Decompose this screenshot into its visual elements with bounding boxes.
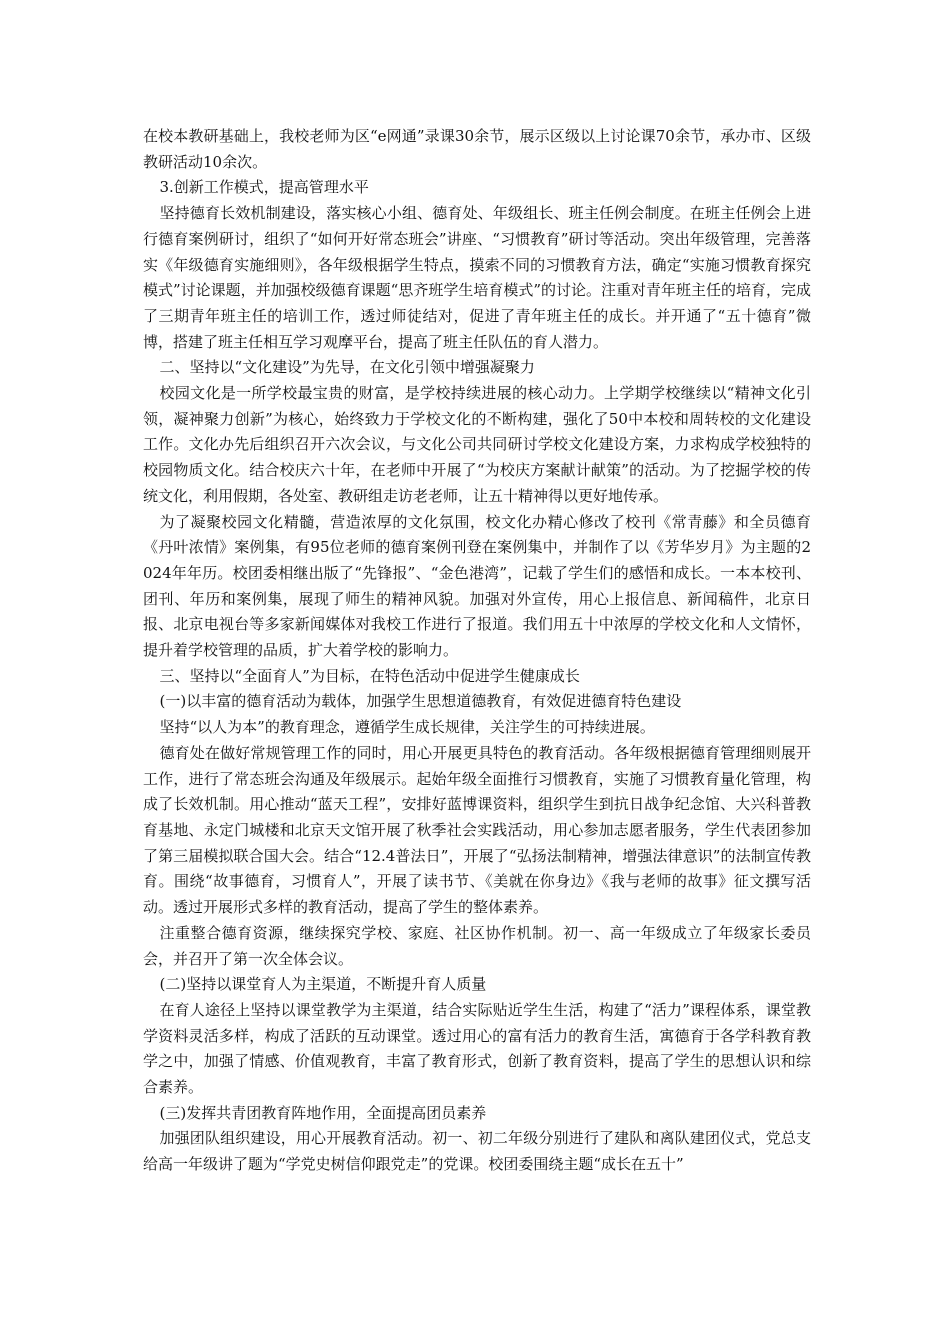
paragraph: 注重整合德育资源，继续探究学校、家庭、社区协作机制。初一、高一年级成立了年级家长委员会，并召开了第一次全体会议。 xyxy=(143,923,811,968)
subsection-heading: (三)发挥共青团教育阵地作用，全面提高团员素养 xyxy=(159,1103,487,1122)
paragraph: 在校本教研基础上，我校老师为区“e网通”录课30余节，展示区级以上讨论课70余节，承办市、区级教研活动10余次。 xyxy=(143,127,811,171)
paragraph: 坚持“以人为本”的教育理念，遵循学生成长规律，关注学生的可持续进展。 xyxy=(159,718,655,737)
paragraph: 坚持德育长效机制建设，落实核心小组、德育处、年级组长、班主任例会制度。在班主任例会上进行德育案例研讨，组织了“如何开好常态班会”讲座、“习惯教育”研讨等活动。突出年级管理，完善落实《年级德育实施细则》，各年级根据学生特点，摸索不同的习惯教育方法，确定“实施习惯教育探究模式”讨论课题，并加强校级德育课题“思齐班学生培育模式”的讨论。注重对青年班主任的培育，完成了三期青年班主任的培训工作，透过师徒结对，促进了青年班主任的成长。并开通了“五十德育”微博，搭建了班主任相互学习观摩平台，提高了班主任队伍的育人潜力。 xyxy=(143,204,812,351)
document-body xyxy=(143,124,811,1178)
section-heading: 二、坚持以“文化建设”为先导，在文化引领中增强凝聚力 xyxy=(159,358,535,377)
section-heading: 3.创新工作模式，提高管理水平 xyxy=(159,178,369,197)
paragraph: 为了凝聚校园文化精髓，营造浓厚的文化氛围，校文化办精心修改了校刊《常青藤》和全员德育《丹叶浓情》案例集，有95位老师的德育案例刊登在案例集中，并制作了以《芳华岁月》为主题的2024年年历。校团委相继出版了“先锋报”、“金色港湾”，记载了学生们的感悟和成长。一本本校刊、团刊、年历和案例集，展现了师生的精神风貌。加强对外宣传，用心上报信息、新闻稿件，北京日报、北京电视台等多家新闻媒体对我校工作进行了报道。我们用五十中浓厚的学校文化和人文情怀，提升着学校管理的品质，扩大着学校的影响力。 xyxy=(143,512,811,660)
section-heading: 三、坚持以“全面育人”为目标，在特色活动中促进学生健康成长 xyxy=(159,666,580,685)
paragraph: 校园文化是一所学校最宝贵的财富，是学校持续进展的核心动力。上学期学校继续以“精神文化引领，凝神聚力创新”为核心，始终致力于学校文化的不断构建，强化了50中本校和周转校的文化建设工作。文化办先后组织召开六次会议，与文化公司共同研讨学校文化建设方案，力求构成学校独特的校园物质文化。结合校庆六十年，在老师中开展了“为校庆方案献计献策”的活动。为了挖掘学校的传统文化，利用假期，各处室、教研组走访老老师，让五十精神得以更好地传承。 xyxy=(143,384,811,505)
paragraph: 德育处在做好常规管理工作的同时，用心开展更具特色的教育活动。各年级根据德育管理细则展开工作，进行了常态班会沟通及年级展示。起始年级全面推行习惯教育，实施了习惯教育量化管理，构成了长效机制。用心推动“蓝天工程”，安排好蓝博课资料，组织学生到抗日战争纪念馆、大兴科普教育基地、永定门城楼和北京天文馆开展了秋季社会实践活动，用心参加志愿者服务，学生代表团参加了第三届模拟联合国大会。结合“12.4普法日”，开展了“弘扬法制精神，增强法律意识”的法制宣传教育。围绕“故事德育，习惯育人”，开展了读书节、《美就在你身边》《我与老师的故事》征文撰写活动。透过开展形式多样的教育活动，提高了学生的整体素养。 xyxy=(143,743,811,917)
subsection-heading: (一)以丰富的德育活动为载体，加强学生思想道德教育，有效促进德育特色建设 xyxy=(159,692,682,711)
subsection-heading: (二)坚持以课堂育人为主渠道，不断提升育人质量 xyxy=(159,975,487,994)
paragraph: 加强团队组织建设，用心开展教育活动。初一、初二年级分别进行了建队和离队建团仪式，党总支给高一年级讲了题为“学党史树信仰跟党走”的党课。校团委围绕主题“成长在五十” xyxy=(143,1129,811,1174)
paragraph: 在育人途径上坚持以课堂教学为主渠道，结合实际贴近学生生活，构建了“活力”课程体系，课堂教学资料灵活多样，构成了活跃的互动课堂。透过用心的富有活力的教育生活，寓德育于各学科教育教学之中，加强了情感、价值观教育，丰富了教育形式，创新了教育资料，提高了学生的思想认识和综合素养。 xyxy=(143,1000,811,1097)
